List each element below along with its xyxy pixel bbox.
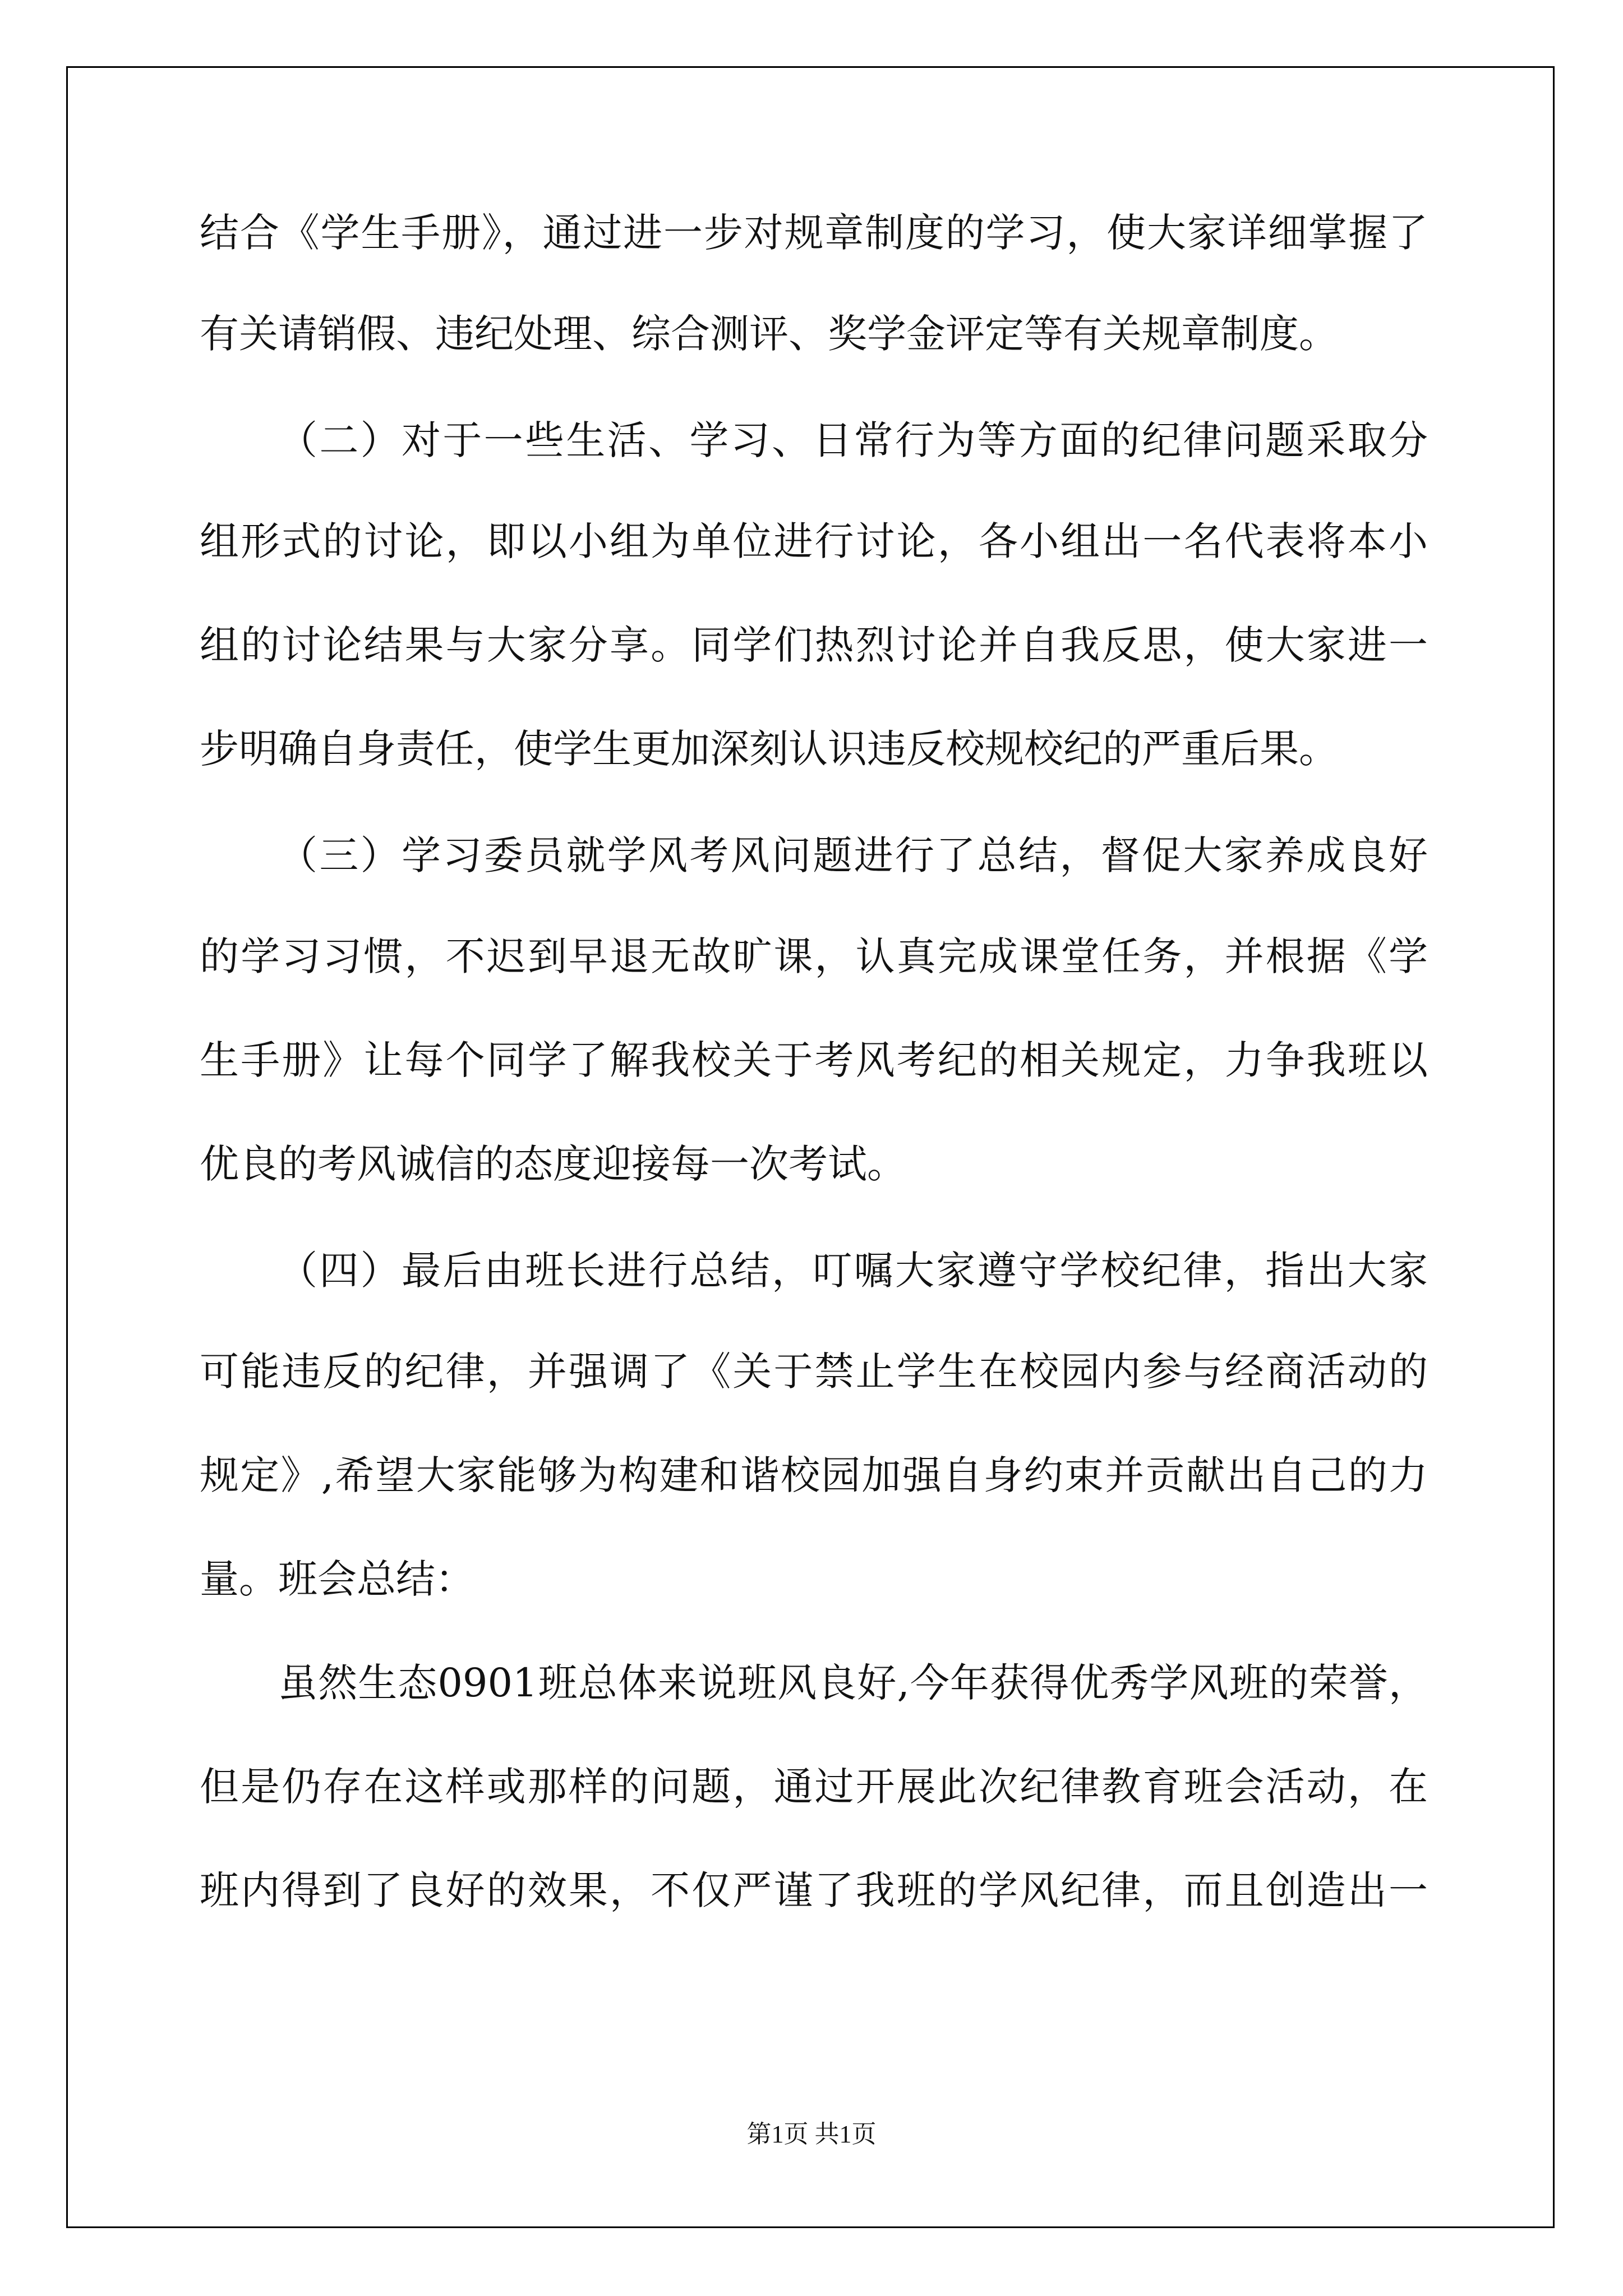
text-line: 虽然生态0901班总体来说班风良好,今年获得优秀学风班的荣誉， bbox=[278, 1660, 1428, 1706]
text-line: 量。班会总结： bbox=[200, 1556, 474, 1602]
text-line: 生手册》让每个同学了解我校关于考风考纪的相关规定，力争我班以 bbox=[200, 1037, 1428, 1083]
text-line: （三）学习委员就学风考风问题进行了总结，督促大家养成良好 bbox=[278, 832, 1428, 878]
text-line: 组的讨论结果与大家分享。同学们热烈讨论并自我反思，使大家进一 bbox=[200, 622, 1428, 668]
text-line: 可能违反的纪律，并强调了《关于禁止学生在校园内参与经商活动的 bbox=[200, 1349, 1428, 1395]
text-line: 的学习习惯，不迟到早退无故旷课，认真完成课堂任务，并根据《学 bbox=[200, 933, 1428, 979]
text-line: （四）最后由班长进行总结，叮嘱大家遵守学校纪律，指出大家 bbox=[278, 1248, 1428, 1294]
text-line: 班内得到了良好的效果，不仅严谨了我班的学风纪律，而且创造出一 bbox=[200, 1867, 1428, 1913]
text-line: 优良的考风诚信的态度迎接每一次考试。 bbox=[200, 1141, 906, 1187]
text-line: 但是仍存在这样或那样的问题，通过开展此次纪律教育班会活动，在 bbox=[200, 1764, 1428, 1810]
page-footer: 第1页 共1页 bbox=[746, 2120, 877, 2148]
text-line: 规定》,希望大家能够为构建和谐校园加强自身约束并贡献出自己的力 bbox=[200, 1452, 1428, 1498]
text-line: 步明确自身责任，使学生更加深刻认识违反校规校纪的严重后果。 bbox=[200, 726, 1338, 772]
text-line: 组形式的讨论，即以小组为单位进行讨论，各小组出一名代表将本小 bbox=[200, 518, 1428, 564]
text-line: （二）对于一些生活、学习、日常行为等方面的纪律问题采取分 bbox=[278, 417, 1428, 463]
text-line: 有关请销假、违纪处理、综合测评、奖学金评定等有关规章制度。 bbox=[200, 311, 1338, 357]
text-line: 结合《学生手册》，通过进一步对规章制度的学习，使大家详细掌握了 bbox=[200, 210, 1428, 256]
